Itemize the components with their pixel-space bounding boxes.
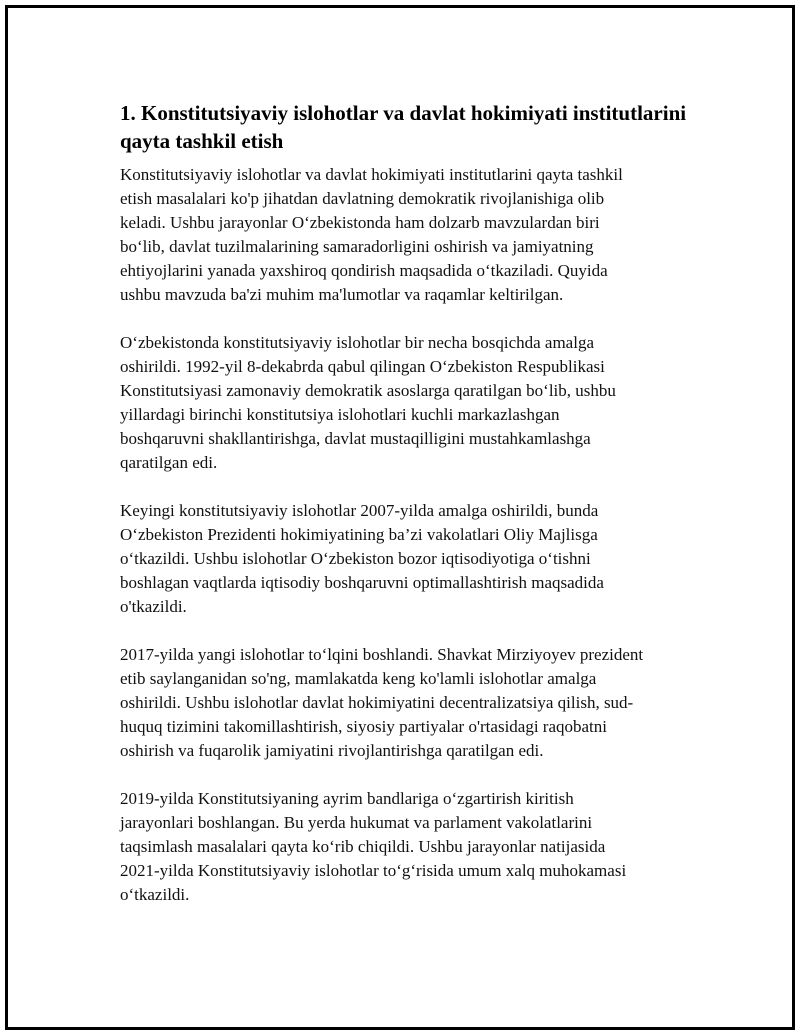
text-line: Konstitutsiyaviy islohotlar va davlat hokimiyati institutlarini qayta tashkil (120, 165, 623, 184)
heading-line: 1. Konstitutsiyaviy islohotlar va davlat hokimiyati institutlarini (120, 101, 687, 125)
text-line: oshirish va fuqarolik jamiyatini rivojlantirishga qaratilgan edi. (120, 741, 544, 760)
text-line: 2019-yilda Konstitutsiyaning ayrim bandlariga o‘zgartirish kiritish (120, 789, 574, 808)
paragraph-5 (120, 787, 700, 907)
text-line: o‘tkazildi. Ushbu islohotlar O‘zbekiston bozor iqtisodiyotiga o‘tishni (120, 549, 591, 568)
text-line: o'tkazildi. (120, 597, 187, 616)
section-heading (120, 99, 700, 155)
text-line: yillardagi birinchi konstitutsiya islohotlari kuchli markazlashgan (120, 405, 560, 424)
text-line: O‘zbekiston Prezidenti hokimiyatining ba’zi vakolatlari Oliy Majlisga (120, 525, 598, 544)
text-line: boshlagan vaqtlarda iqtisodiy boshqaruvni optimallashtirish maqsadida (120, 573, 604, 592)
text-line: 2017-yilda yangi islohotlar to‘lqini boshlandi. Shavkat Mirziyoyev prezident (120, 645, 644, 664)
text-line: jarayonlari boshlangan. Bu yerda hukumat va parlament vakolatlarini (120, 813, 593, 832)
text-line: huquq tizimini takomillashtirish, siyosiy partiyalar o'rtasidagi raqobatni (120, 717, 608, 736)
paragraph-3 (120, 499, 700, 619)
paragraph-1 (120, 163, 700, 307)
text-line: ushbu mavzuda ba'zi muhim ma'lumotlar va raqamlar keltirilgan. (120, 285, 564, 304)
text-line: taqsimlash masalalari qayta ko‘rib chiqildi. Ushbu jarayonlar natijasida (120, 837, 606, 856)
page-frame (5, 5, 795, 1030)
heading-line: qayta tashkil etish (120, 129, 284, 153)
text-line: Konstitutsiyasi zamonaviy demokratik asoslarga qaratilgan bo‘lib, ushbu (120, 381, 616, 400)
paragraph-4 (120, 643, 700, 763)
text-line: 2021-yilda Konstitutsiyaviy islohotlar to‘g‘risida umum xalq muhokamasi (120, 861, 627, 880)
text-line: keladi. Ushbu jarayonlar O‘zbekistonda ham dolzarb mavzulardan biri (120, 213, 600, 232)
text-line: bo‘lib, davlat tuzilmalarining samaradorligini oshirish va jamiyatning (120, 237, 594, 256)
text-line: o‘tkazildi. (120, 885, 190, 904)
text-line: O‘zbekistonda konstitutsiyaviy islohotlar bir necha bosqichda amalga (120, 333, 594, 352)
text-line: ehtiyojlarini yanada yaxshiroq qondirish maqsadida o‘tkaziladi. Quyida (120, 261, 608, 280)
text-line: qaratilgan edi. (120, 453, 218, 472)
paragraph-2 (120, 331, 700, 475)
text-line: etish masalalari ko'p jihatdan davlatning demokratik rivojlanishiga olib (120, 189, 605, 208)
text-line: boshqaruvni shakllantirishga, davlat mustaqilligini mustahkamlashga (120, 429, 591, 448)
text-line: Keyingi konstitutsiyaviy islohotlar 2007-yilda amalga oshirildi, bunda (120, 501, 599, 520)
text-line: etib saylanganidan so'ng, mamlakatda keng ko'lamli islohotlar amalga (120, 669, 597, 688)
document-body (120, 99, 700, 931)
text-line: oshirildi. Ushbu islohotlar davlat hokimiyatini decentralizatsiya qilish, sud- (120, 693, 634, 712)
text-line: oshirildi. 1992-yil 8-dekabrda qabul qilingan O‘zbekiston Respublikasi (120, 357, 605, 376)
